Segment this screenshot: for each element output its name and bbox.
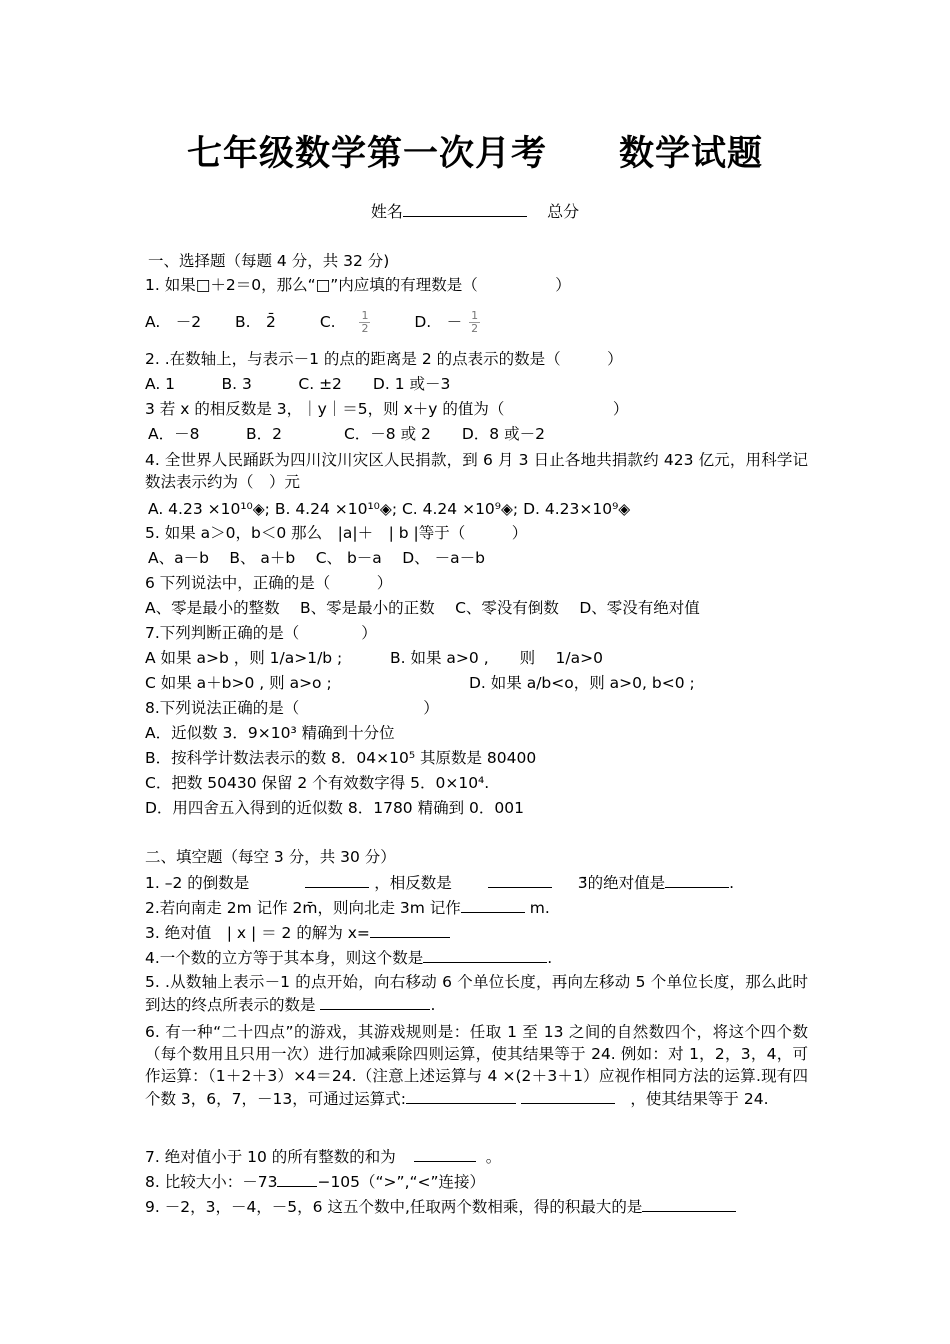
q8-stem: 8.下列说法正确的是（ ） bbox=[145, 699, 439, 717]
fill-q2-part2: m. bbox=[529, 899, 550, 917]
fraction-numerator: 1 bbox=[361, 309, 369, 322]
q7-option-c: C 如果 a＋b>0 , 则 a>o ; bbox=[145, 674, 332, 692]
fill-q9-part1: 9. －2，3，－4，－5，6 这五个数中,任取两个数相乘，得的积最大的是 bbox=[145, 1198, 643, 1216]
q5-stem: 5. 如果 a＞0，b＜0 那么 |a|＋ | b |等于（ ） bbox=[145, 524, 528, 542]
answer-blank bbox=[521, 1087, 615, 1104]
fill-q5-part2: . bbox=[430, 996, 436, 1014]
q6-options: A、零是最小的整数 B、零是最小的正数 C、零没有倒数 D、零没有绝对值 bbox=[145, 599, 700, 617]
fill-q5-part1: 5. .从数轴上表示－1 的点开始，向右移动 6 个单位长度，再向左移动 5 个单位长度，那么此时到达的终点所表示的数是 bbox=[145, 973, 808, 1014]
fraction-denominator: 2 bbox=[471, 322, 479, 335]
fill-q6 bbox=[145, 1021, 808, 1110]
fill-q1-part2: ，相反数是 bbox=[374, 874, 452, 892]
fill-q7-part1: 7. 绝对值小于 10 的所有整数的和为 bbox=[145, 1148, 396, 1166]
fill-q7 bbox=[145, 1145, 501, 1168]
q1-option-c bbox=[320, 310, 373, 335]
answer-blank bbox=[277, 1170, 317, 1187]
fill-q6-part2: ，使其结果等于 24. bbox=[630, 1090, 769, 1108]
fill-q4 bbox=[145, 946, 552, 969]
q7-option-d: D. 如果 a/b<o，则 a>0, b<0 ; bbox=[469, 674, 695, 692]
fraction-denominator: 2 bbox=[361, 322, 369, 335]
fill-q1 bbox=[145, 871, 734, 894]
answer-blank bbox=[461, 896, 525, 913]
fill-q8-part1: 8. 比较大小：－73 bbox=[145, 1173, 278, 1191]
fill-q9 bbox=[145, 1195, 736, 1218]
fill-q5 bbox=[145, 971, 808, 1016]
q1-option-d-label: D. － bbox=[414, 313, 463, 331]
q7-stem: 7.下列判断正确的是（ ） bbox=[145, 624, 377, 642]
q1-option-a: A. －2 bbox=[145, 313, 202, 331]
fill-q4-part1: 4.一个数的立方等于其本身，则这个数是 bbox=[145, 949, 424, 967]
answer-blank bbox=[488, 871, 552, 888]
name-label: 姓名 bbox=[370, 202, 403, 221]
fill-q6-part1: 6. 有一种“二十四点”的游戏，其游戏规则是：任取 1 至 13 之间的自然数四个，将这个四个数（每个数用且只用一次）进行加减乘除四则运算，使其结果等于 24. 例如：对 1，2，3，4，可作运算：（1＋2＋3）×4＝24.（注意上述运算与 4 ×(2＋3＋1）应视作相同方法的运算.现有四个数 3，6，7，－13，可通过运算式: bbox=[145, 1023, 808, 1108]
q7-option-b: B. 如果 a>0 , 则 1/a>0 bbox=[390, 649, 603, 667]
answer-blank bbox=[305, 871, 369, 888]
q1-options bbox=[145, 310, 482, 335]
q3-options: A．－8 B．2 C．－8 或 2 D．8 或－2 bbox=[148, 425, 545, 443]
answer-blank bbox=[320, 993, 430, 1010]
q4-stem: 4. 全世界人民踊跃为四川汶川灾区人民捐款，到 6 月 3 日止各地共捐款约 423 亿元，用科学记数法表示约为（ ）元 bbox=[145, 451, 808, 491]
q1-option-d bbox=[414, 310, 482, 335]
fill-q3-part1: 3. 绝对值 | x | ＝ 2 的解为 x= bbox=[145, 924, 370, 942]
fill-q1-part4: . bbox=[729, 874, 735, 892]
q2-options: A. 1 B. 3 C. ±2 D. 1 或－3 bbox=[145, 375, 451, 393]
answer-blank bbox=[414, 1145, 476, 1162]
q4-options: A. 4.23 ×10¹⁰◈; B. 4.24 ×10¹⁰◈; C. 4.24 ×10⁹◈; D. 4.23×10⁹◈ bbox=[148, 500, 631, 518]
student-info-line bbox=[0, 199, 950, 222]
fill-q4-part2: . bbox=[547, 949, 553, 967]
q1-option-d-fraction bbox=[469, 310, 480, 335]
q1-option-c-label: C. bbox=[319, 313, 336, 331]
q6-stem: 6 下列说法中，正确的是（ ） bbox=[145, 574, 393, 592]
fill-q8 bbox=[145, 1170, 485, 1193]
answer-blank bbox=[642, 1195, 736, 1212]
section1-heading: 一、选择题（每题 4 分，共 32 分) bbox=[148, 252, 390, 270]
fill-q1-part1: 1. –2 的倒数是 bbox=[145, 874, 250, 892]
fill-q1-part3: 3̄的绝对值是 bbox=[577, 874, 666, 892]
q8-option-c: C．把数 50430 保留 2 个有效数字得 5．0×10⁴. bbox=[145, 774, 490, 792]
fill-q8-part2: −105（“>”,“<”连接） bbox=[317, 1173, 486, 1191]
fill-q2 bbox=[145, 896, 550, 919]
fill-q3 bbox=[145, 921, 450, 944]
section2-heading: 二、填空题（每空 3 分，共 30 分） bbox=[145, 848, 396, 866]
fill-q7-part2: 。 bbox=[485, 1148, 502, 1166]
answer-blank bbox=[370, 921, 450, 938]
q8-option-b: B．按科学计数法表示的数 8．04×10⁵ 其原数是 80400 bbox=[145, 749, 537, 767]
name-blank bbox=[403, 200, 527, 217]
fraction-numerator: 1 bbox=[471, 309, 479, 322]
answer-blank bbox=[665, 871, 729, 888]
q2-stem: 2. .在数轴上，与表示－1 的点的距离是 2 的点表示的数是（ ） bbox=[145, 350, 623, 368]
answer-blank bbox=[406, 1087, 516, 1104]
q1-stem: 1. 如果□＋2＝0，那么“□”内应填的有理数是（ ） bbox=[145, 276, 571, 294]
q5-options: A、a－b B、 a＋b C、 b－a D、 －a－b bbox=[148, 549, 485, 567]
total-label: 总分 bbox=[547, 202, 580, 221]
answer-blank bbox=[423, 946, 547, 963]
q8-option-a: A．近似数 3．9×10³ 精确到十分位 bbox=[145, 724, 395, 742]
q1-option-b: B. 2̄ bbox=[235, 313, 276, 331]
q1-option-c-fraction bbox=[359, 310, 370, 335]
fill-q2-part1: 2.若向南走 2m 记作 2m̄，则向北走 3m 记作 bbox=[145, 899, 461, 917]
q3-stem: 3 若 x 的相反数是 3，｜y｜＝5，则 x＋y 的值为（ ） bbox=[145, 400, 629, 418]
page-title: 七年级数学第一次月考 数学试题 bbox=[186, 134, 763, 174]
q8-option-d: D．用四舍五入得到的近似数 8．1780 精确到 0．001 bbox=[145, 799, 524, 817]
q7-option-a: A 如果 a>b ，则 1/a>1/b ; bbox=[145, 649, 343, 667]
